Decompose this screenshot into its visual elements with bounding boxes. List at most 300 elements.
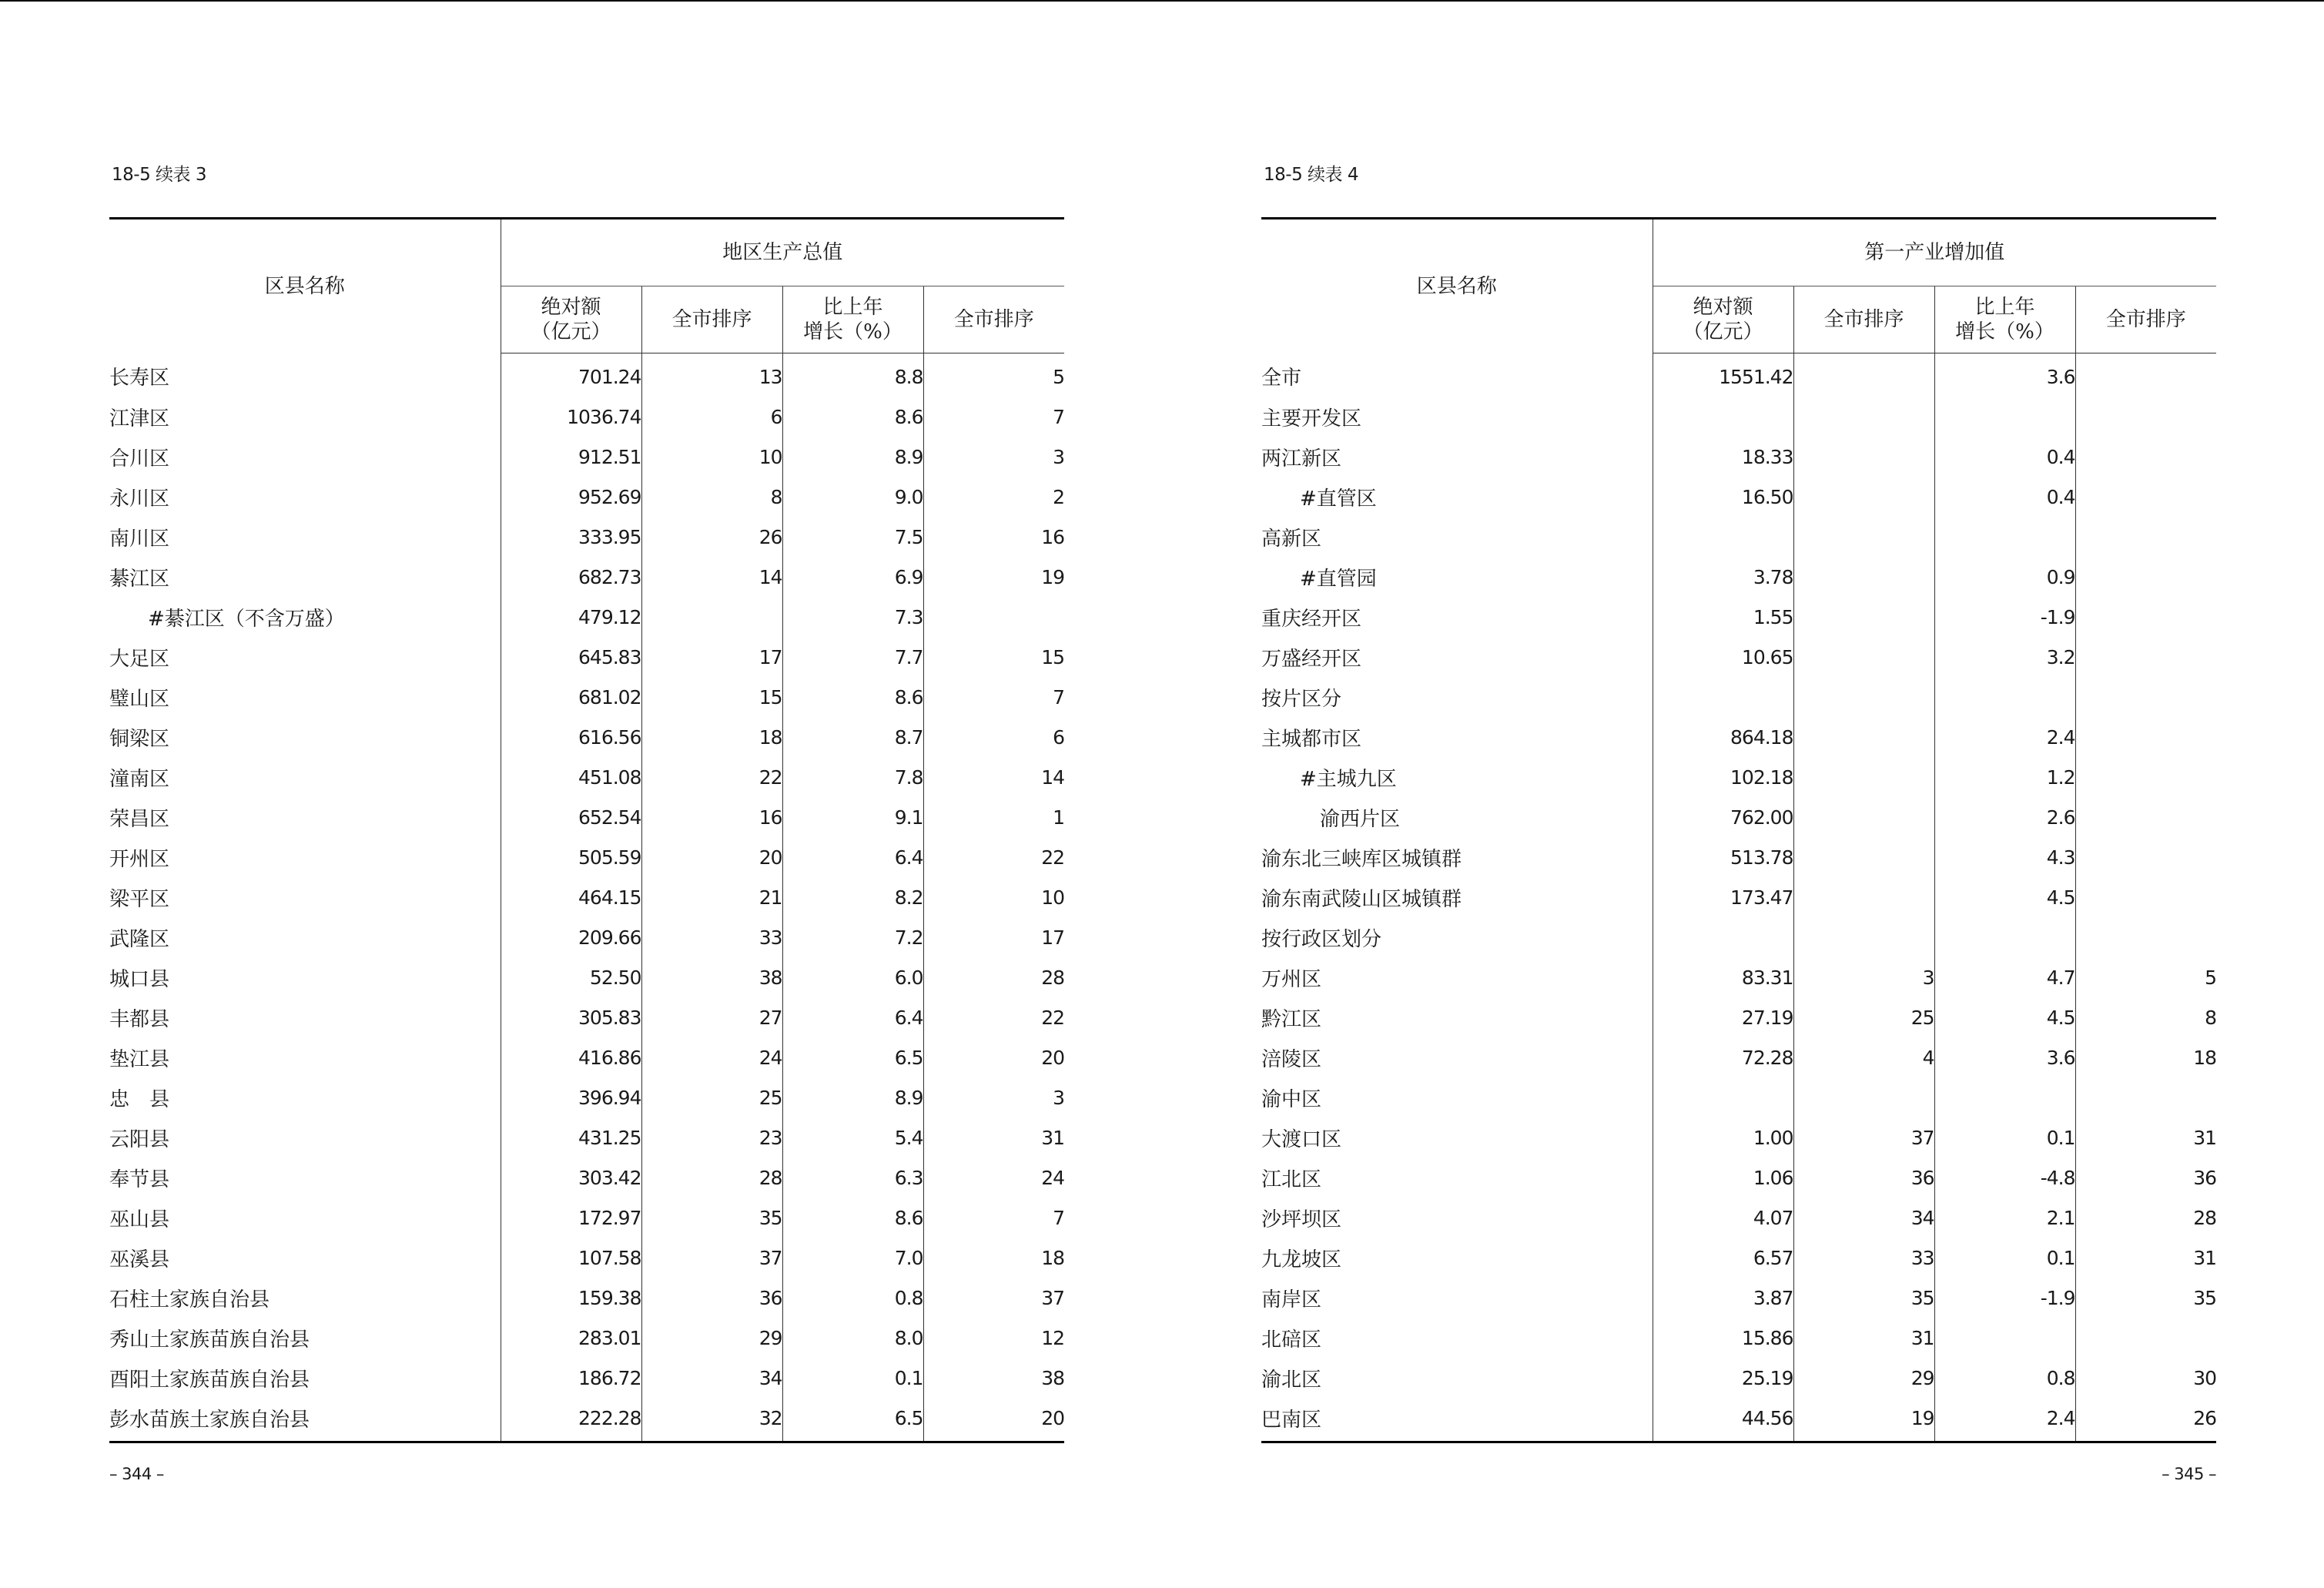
growth-cell: 7.2 [782, 917, 923, 957]
table-row [109, 637, 1064, 677]
table-row [1261, 1358, 2216, 1398]
rank-cell [1793, 1077, 1934, 1117]
growth-rank-cell: 15 [1041, 645, 1065, 668]
absolute-value-cell: 1.55 [1653, 597, 1793, 637]
rank-cell [1793, 717, 1934, 757]
rank-cell [1793, 557, 1934, 597]
growth-cell: -4.8 [1934, 1157, 2075, 1198]
table-row [1261, 477, 2216, 517]
district-name-cell: 江北区 [1261, 1157, 1653, 1198]
growth-rank-cell [2075, 1318, 2216, 1358]
growth-cell [1934, 397, 2075, 437]
absolute-value-cell: 681.02 [501, 677, 641, 717]
growth-rank-cell: 38 [1041, 1366, 1065, 1389]
rank-cell: 33 [1793, 1238, 1934, 1278]
growth-rank-cell: 36 [2193, 1166, 2217, 1189]
table-row [1261, 837, 2216, 877]
growth-rank-cell: 1 [1053, 806, 1065, 829]
growth-rank-cell: 2 [1053, 485, 1065, 508]
district-name-cell: 潼南区 [109, 757, 501, 797]
growth-cell [1934, 1077, 2075, 1117]
rank-cell: 4 [1793, 1037, 1934, 1077]
growth-rank-cell [2075, 877, 2216, 917]
growth-rank-cell: 12 [1041, 1326, 1065, 1349]
absolute-value-cell: 303.42 [501, 1157, 641, 1198]
growth-rank-cell [2075, 797, 2216, 837]
growth-rank-cell: 20 [1041, 1406, 1065, 1429]
absolute-value-cell: 173.47 [1653, 877, 1793, 917]
growth-cell [1934, 1318, 2075, 1358]
absolute-value-cell: 3.78 [1653, 557, 1793, 597]
absolute-value-cell: 209.66 [501, 917, 641, 957]
absolute-value-cell: 72.28 [1653, 1037, 1793, 1077]
table-row [109, 1157, 1064, 1198]
growth-rank-cell: 20 [1041, 1046, 1065, 1069]
table-row [109, 837, 1064, 877]
statistics-table [109, 217, 1064, 1443]
column-header-district: 区县名称 [109, 219, 501, 353]
district-name-cell: 垫江县 [109, 1037, 501, 1077]
growth-rank-cell [2075, 637, 2216, 677]
growth-cell: 0.4 [1934, 437, 2075, 477]
absolute-value-cell: 479.12 [501, 597, 641, 637]
absolute-value-cell: 616.56 [501, 717, 641, 757]
absolute-value-cell: 15.86 [1653, 1318, 1793, 1358]
growth-cell [1934, 517, 2075, 557]
table-row [109, 353, 1064, 397]
table-row [1261, 717, 2216, 757]
district-name-cell: 南川区 [109, 517, 501, 557]
table-row [109, 957, 1064, 997]
district-name-cell: 重庆经开区 [1261, 597, 1653, 637]
rank-cell [1793, 797, 1934, 837]
table-row [1261, 437, 2216, 477]
growth-rank-cell: 35 [2193, 1286, 2217, 1309]
absolute-value-cell: 52.50 [501, 957, 641, 997]
absolute-value-cell: 333.95 [501, 517, 641, 557]
rank-cell [1793, 877, 1934, 917]
growth-cell: 6.0 [782, 957, 923, 997]
growth-cell: 7.5 [782, 517, 923, 557]
table-row [1261, 1077, 2216, 1117]
district-name-cell: 奉节县 [109, 1157, 501, 1198]
district-name-cell: 丰都县 [109, 997, 501, 1037]
absolute-value-cell: 27.19 [1653, 997, 1793, 1037]
absolute-value-cell: 682.73 [501, 557, 641, 597]
rank-cell: 24 [641, 1037, 782, 1077]
absolute-value-cell: 1036.74 [501, 397, 641, 437]
growth-rank-cell: 28 [2193, 1206, 2217, 1229]
absolute-value-cell: 10.65 [1653, 637, 1793, 677]
column-group-header: 第一产业增加值 [1653, 219, 2216, 286]
absolute-value-cell [1653, 677, 1793, 717]
growth-rank-cell: 3 [1053, 1086, 1065, 1109]
growth-cell [1934, 677, 2075, 717]
district-name-cell: 永川区 [109, 477, 501, 517]
table-row [109, 1238, 1064, 1278]
column-group-header: 地区生产总值 [501, 219, 1064, 286]
absolute-value-cell: 83.31 [1653, 957, 1793, 997]
table-row [109, 1318, 1064, 1358]
district-name-cell: 石柱土家族自治县 [109, 1278, 501, 1318]
growth-rank-cell [2075, 517, 2216, 557]
table-row [1261, 917, 2216, 957]
growth-rank-cell [2075, 677, 2216, 717]
absolute-value-cell: 505.59 [501, 837, 641, 877]
growth-cell: 7.3 [782, 597, 923, 637]
growth-cell: 8.0 [782, 1318, 923, 1358]
growth-cell: 3.2 [1934, 637, 2075, 677]
growth-rank-cell [2075, 437, 2216, 477]
rank-cell: 8 [641, 477, 782, 517]
table-row [1261, 677, 2216, 717]
growth-rank-cell: 31 [2193, 1246, 2217, 1269]
absolute-value-cell: 186.72 [501, 1358, 641, 1398]
page-number: – 344 – [109, 1465, 164, 1483]
table-row [1261, 997, 2216, 1037]
growth-rank-cell: 6 [1053, 725, 1065, 749]
district-name-cell: 黔江区 [1261, 997, 1653, 1037]
district-name-cell: 璧山区 [109, 677, 501, 717]
rank-cell: 36 [1793, 1157, 1934, 1198]
rank-cell: 25 [1793, 997, 1934, 1037]
growth-rank-cell [2075, 717, 2216, 757]
growth-cell: 0.8 [782, 1278, 923, 1318]
table-caption: 18-5 续表 3 [112, 165, 206, 185]
rank-cell [1793, 757, 1934, 797]
table-row [1261, 557, 2216, 597]
district-name-cell: 渝东北三峡库区城镇群 [1261, 837, 1653, 877]
absolute-value-cell: 762.00 [1653, 797, 1793, 837]
growth-cell: 8.9 [782, 1077, 923, 1117]
district-name-cell: 巫溪县 [109, 1238, 501, 1278]
district-name-cell: 合川区 [109, 437, 501, 477]
district-name-cell: 大足区 [109, 637, 501, 677]
growth-cell: 8.6 [782, 677, 923, 717]
growth-cell: -1.9 [1934, 597, 2075, 637]
page-right [1261, 0, 2216, 1588]
absolute-value-cell: 652.54 [501, 797, 641, 837]
table-row [109, 1077, 1064, 1117]
growth-rank-cell: 18 [1041, 1246, 1065, 1269]
growth-cell: 7.8 [782, 757, 923, 797]
growth-cell: 0.1 [1934, 1238, 2075, 1278]
rank-cell: 36 [641, 1278, 782, 1318]
district-name-cell: 九龙坡区 [1261, 1238, 1653, 1278]
absolute-value-cell: 1.00 [1653, 1117, 1793, 1157]
table-row [109, 997, 1064, 1037]
rank-cell: 35 [641, 1198, 782, 1238]
table-row [1261, 1157, 2216, 1198]
column-header-growth: 比上年 增长（%） [782, 286, 923, 353]
growth-rank-cell [2075, 557, 2216, 597]
table-row [1261, 353, 2216, 397]
district-name-cell: #直管园 [1261, 557, 1653, 597]
growth-cell: 6.3 [782, 1157, 923, 1198]
rank-cell: 22 [641, 757, 782, 797]
growth-cell: 1.2 [1934, 757, 2075, 797]
rank-cell: 32 [641, 1398, 782, 1442]
growth-rank-cell: 3 [1053, 445, 1065, 468]
rank-cell: 29 [641, 1318, 782, 1358]
district-name-cell: 江津区 [109, 397, 501, 437]
absolute-value-cell: 283.01 [501, 1318, 641, 1358]
district-name-cell: #直管区 [1261, 477, 1653, 517]
table-row [1261, 597, 2216, 637]
absolute-value-cell [1653, 1077, 1793, 1117]
rank-cell: 37 [1793, 1117, 1934, 1157]
rank-cell: 15 [641, 677, 782, 717]
rank-cell [1793, 477, 1934, 517]
growth-cell: 8.9 [782, 437, 923, 477]
rank-cell: 27 [641, 997, 782, 1037]
district-name-cell: 涪陵区 [1261, 1037, 1653, 1077]
district-name-cell: 长寿区 [109, 353, 501, 397]
district-name-cell: 梁平区 [109, 877, 501, 917]
table-row [109, 437, 1064, 477]
absolute-value-cell: 513.78 [1653, 837, 1793, 877]
table-row [109, 477, 1064, 517]
table-body [1261, 353, 2216, 1442]
growth-rank-cell: 30 [2193, 1366, 2217, 1389]
growth-rank-cell: 17 [1041, 926, 1065, 949]
rank-cell: 3 [1793, 957, 1934, 997]
statistics-table [1261, 217, 2216, 1443]
table-row [1261, 517, 2216, 557]
absolute-value-cell: 44.56 [1653, 1398, 1793, 1442]
growth-cell: 4.5 [1934, 997, 2075, 1037]
growth-cell: 4.3 [1934, 837, 2075, 877]
growth-cell: 2.6 [1934, 797, 2075, 837]
table-row [1261, 1318, 2216, 1358]
growth-rank-cell: 7 [1053, 685, 1065, 709]
rank-cell: 33 [641, 917, 782, 957]
district-name-cell: 按片区分 [1261, 677, 1653, 717]
rank-cell: 23 [641, 1117, 782, 1157]
growth-cell: 3.6 [1934, 1037, 2075, 1077]
rank-cell: 35 [1793, 1278, 1934, 1318]
rank-cell [641, 597, 782, 637]
absolute-value-cell: 18.33 [1653, 437, 1793, 477]
table-row [1261, 797, 2216, 837]
table-row [109, 1198, 1064, 1238]
district-name-cell: 主要开发区 [1261, 397, 1653, 437]
district-name-cell: 渝中区 [1261, 1077, 1653, 1117]
absolute-value-cell: 4.07 [1653, 1198, 1793, 1238]
column-header-absolute: 绝对额 （亿元） [1653, 286, 1793, 353]
growth-rank-cell: 7 [1053, 405, 1065, 428]
table-row [109, 517, 1064, 557]
growth-cell: 0.4 [1934, 477, 2075, 517]
district-name-cell: 巫山县 [109, 1198, 501, 1238]
absolute-value-cell: 645.83 [501, 637, 641, 677]
growth-cell: 3.6 [1934, 353, 2075, 397]
growth-rank-cell [2075, 917, 2216, 957]
column-header-growth-rank: 全市排序 [2075, 286, 2216, 353]
absolute-value-cell: 431.25 [501, 1117, 641, 1157]
district-name-cell: 大渡口区 [1261, 1117, 1653, 1157]
district-name-cell: 荣昌区 [109, 797, 501, 837]
rank-cell [1793, 837, 1934, 877]
table-row [1261, 877, 2216, 917]
table-row [1261, 1398, 2216, 1442]
absolute-value-cell: 3.87 [1653, 1278, 1793, 1318]
absolute-value-cell: 864.18 [1653, 717, 1793, 757]
growth-cell: 2.4 [1934, 717, 2075, 757]
absolute-value-cell: 222.28 [501, 1398, 641, 1442]
district-name-cell: 城口县 [109, 957, 501, 997]
district-name-cell: 两江新区 [1261, 437, 1653, 477]
growth-rank-cell: 14 [1041, 766, 1065, 789]
district-name-cell: 全市 [1261, 353, 1653, 397]
absolute-value-cell: 6.57 [1653, 1238, 1793, 1278]
table-row [1261, 757, 2216, 797]
absolute-value-cell: 107.58 [501, 1238, 641, 1278]
column-header-growth: 比上年 增长（%） [1934, 286, 2075, 353]
table-row [109, 1398, 1064, 1442]
absolute-value-cell: 952.69 [501, 477, 641, 517]
growth-cell: 6.5 [782, 1398, 923, 1442]
column-header-absolute: 绝对额 （亿元） [501, 286, 641, 353]
table-row [1261, 1117, 2216, 1157]
growth-rank-cell: 28 [1041, 966, 1065, 989]
table-row [109, 1117, 1064, 1157]
growth-cell [1934, 917, 2075, 957]
growth-rank-cell [2075, 1077, 2216, 1117]
absolute-value-cell [1653, 517, 1793, 557]
table-row [1261, 957, 2216, 997]
growth-rank-cell: 22 [1041, 846, 1065, 869]
growth-rank-cell: 16 [1041, 525, 1065, 548]
column-header-growth-rank: 全市排序 [923, 286, 1064, 353]
rank-cell: 20 [641, 837, 782, 877]
district-name-cell: 渝北区 [1261, 1358, 1653, 1398]
district-name-cell: 南岸区 [1261, 1278, 1653, 1318]
rank-cell: 37 [641, 1238, 782, 1278]
table-row [1261, 637, 2216, 677]
growth-cell: 5.4 [782, 1117, 923, 1157]
table-row [109, 677, 1064, 717]
rank-cell [1793, 397, 1934, 437]
rank-cell: 18 [641, 717, 782, 757]
absolute-value-cell: 159.38 [501, 1278, 641, 1318]
growth-rank-cell: 37 [1041, 1286, 1065, 1309]
rank-cell: 13 [641, 353, 782, 397]
table-row [109, 597, 1064, 637]
table-row [1261, 1198, 2216, 1238]
growth-cell: 8.2 [782, 877, 923, 917]
growth-rank-cell [2075, 477, 2216, 517]
absolute-value-cell: 102.18 [1653, 757, 1793, 797]
district-name-cell: 武隆区 [109, 917, 501, 957]
table-caption: 18-5 续表 4 [1264, 165, 1358, 185]
table-row [109, 717, 1064, 757]
column-header-rank: 全市排序 [1793, 286, 1934, 353]
rank-cell: 38 [641, 957, 782, 997]
table-row [109, 1358, 1064, 1398]
district-name-cell: 綦江区 [109, 557, 501, 597]
district-name-cell: 巴南区 [1261, 1398, 1653, 1442]
district-name-cell: 沙坪坝区 [1261, 1198, 1653, 1238]
rank-cell [1793, 917, 1934, 957]
growth-rank-cell: 31 [1041, 1126, 1065, 1149]
rank-cell: 28 [641, 1157, 782, 1198]
rank-cell [1793, 353, 1934, 397]
table-row [1261, 397, 2216, 437]
growth-cell: 9.1 [782, 797, 923, 837]
growth-cell: 0.8 [1934, 1358, 2075, 1398]
rank-cell: 16 [641, 797, 782, 837]
page-number: – 345 – [2162, 1465, 2216, 1483]
growth-cell: 0.1 [782, 1358, 923, 1398]
growth-rank-cell [923, 597, 1064, 637]
rank-cell: 31 [1793, 1318, 1934, 1358]
growth-rank-cell: 7 [1053, 1206, 1065, 1229]
district-name-cell: 按行政区划分 [1261, 917, 1653, 957]
growth-rank-cell: 5 [2205, 966, 2217, 989]
rank-cell: 14 [641, 557, 782, 597]
page-left [109, 0, 1064, 1588]
table-row [109, 757, 1064, 797]
rank-cell [1793, 437, 1934, 477]
district-name-cell: 秀山土家族苗族自治县 [109, 1318, 501, 1358]
growth-rank-cell: 31 [2193, 1126, 2217, 1149]
absolute-value-cell: 464.15 [501, 877, 641, 917]
growth-cell: 0.9 [1934, 557, 2075, 597]
absolute-value-cell: 416.86 [501, 1037, 641, 1077]
district-name-cell: 高新区 [1261, 517, 1653, 557]
rank-cell [1793, 637, 1934, 677]
rank-cell [1793, 677, 1934, 717]
table-row [109, 797, 1064, 837]
growth-cell: -1.9 [1934, 1278, 2075, 1318]
column-header-rank: 全市排序 [641, 286, 782, 353]
growth-rank-cell: 10 [1041, 886, 1065, 909]
absolute-value-cell: 172.97 [501, 1198, 641, 1238]
rank-cell [1793, 517, 1934, 557]
growth-cell: 9.0 [782, 477, 923, 517]
absolute-value-cell [1653, 397, 1793, 437]
rank-cell: 10 [641, 437, 782, 477]
absolute-value-cell: 1551.42 [1653, 353, 1793, 397]
table-row [1261, 1238, 2216, 1278]
district-name-cell: 铜梁区 [109, 717, 501, 757]
district-name-cell: 忠 县 [109, 1077, 501, 1117]
district-name-cell: #綦江区（不含万盛） [109, 597, 501, 637]
district-name-cell: 万盛经开区 [1261, 637, 1653, 677]
growth-cell: 2.4 [1934, 1398, 2075, 1442]
district-name-cell: 渝西片区 [1261, 797, 1653, 837]
growth-cell: 8.6 [782, 1198, 923, 1238]
district-name-cell: 北碚区 [1261, 1318, 1653, 1358]
district-name-cell: 酉阳土家族苗族自治县 [109, 1358, 501, 1398]
rank-cell: 19 [1793, 1398, 1934, 1442]
growth-rank-cell [2075, 597, 2216, 637]
growth-rank-cell: 26 [2193, 1406, 2217, 1429]
rank-cell: 17 [641, 637, 782, 677]
growth-cell: 8.6 [782, 397, 923, 437]
growth-cell: 4.5 [1934, 877, 2075, 917]
absolute-value-cell: 1.06 [1653, 1157, 1793, 1198]
district-name-cell: 云阳县 [109, 1117, 501, 1157]
rank-cell: 25 [641, 1077, 782, 1117]
table-row [1261, 1278, 2216, 1318]
growth-cell: 4.7 [1934, 957, 2075, 997]
rank-cell: 34 [641, 1358, 782, 1398]
growth-rank-cell: 19 [1041, 565, 1065, 588]
table-row [109, 877, 1064, 917]
growth-rank-cell: 8 [2205, 1006, 2217, 1029]
